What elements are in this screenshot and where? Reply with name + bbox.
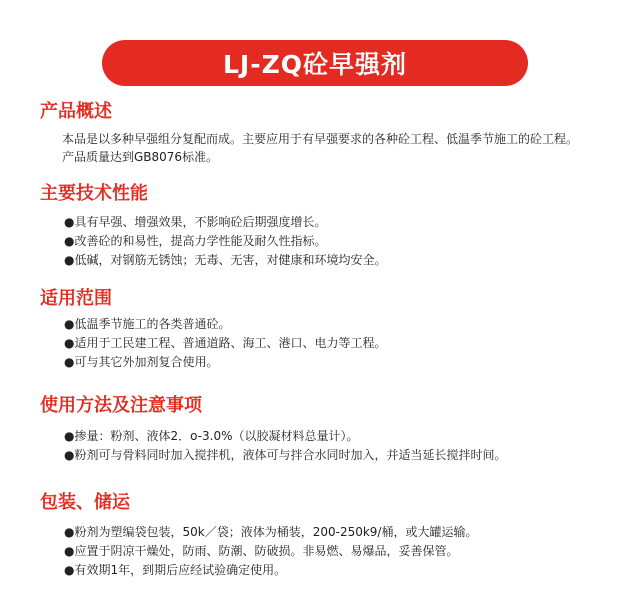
section-heading-usage: 使用方法及注意事项 bbox=[40, 395, 202, 416]
list-item: ●粉剂可与骨料同时加入搅拌机，液体可与拌合水同时加入，并适当延长搅拌时间。 bbox=[64, 448, 507, 462]
bullet-icon: ● bbox=[64, 336, 75, 350]
bullet-icon: ● bbox=[64, 429, 75, 443]
list-item: ●具有早强、增强效果，不影响砼后期强度增长。 bbox=[64, 215, 327, 229]
list-item: ●掺量：粉剂、液体2．o-3.0%（以胶凝材料总量计）。 bbox=[64, 429, 359, 443]
scope-list bbox=[64, 315, 604, 372]
list-item: ●适用于工民建工程、普通道路、海工、港口、电力等工程。 bbox=[64, 336, 387, 350]
section-heading-packaging: 包装、储运 bbox=[40, 492, 130, 513]
title-banner bbox=[102, 40, 528, 86]
list-item: ●低碱，对钢筋无锈蚀；无毒、无害，对健康和环境均安全。 bbox=[64, 253, 387, 267]
section-heading-scope: 适用范围 bbox=[40, 288, 112, 309]
page-title: LJ-ZQ砼早强剂 bbox=[223, 50, 407, 79]
list-item: ●可与其它外加剂复合使用。 bbox=[64, 355, 219, 369]
overview-paragraph: 本品是以多种早强组分复配而成。主要应用于有早强要求的各种砼工程、低温季节施工的砼工程。产品质量达到GB8076标准。 bbox=[62, 132, 579, 164]
bullet-icon: ● bbox=[64, 253, 75, 267]
bullet-icon: ● bbox=[64, 525, 75, 539]
section-heading-overview: 产品概述 bbox=[40, 101, 112, 122]
bullet-icon: ● bbox=[64, 234, 75, 248]
bullet-icon: ● bbox=[64, 544, 75, 558]
list-item: ●粉剂为塑编袋包装，50k／袋；液体为桶装，200-250k9/桶，或大罐运输。 bbox=[64, 525, 478, 539]
list-item: ●改善砼的和易性，提高力学性能及耐久性指标。 bbox=[64, 234, 327, 248]
list-item: ●应置于阴凉干燥处，防雨、防潮、防破损。非易燃、易爆品，妥善保管。 bbox=[64, 544, 459, 558]
bullet-icon: ● bbox=[64, 317, 75, 331]
bullet-icon: ● bbox=[64, 215, 75, 229]
list-item: ●有效期1年，到期后应经试验确定使用。 bbox=[64, 563, 287, 577]
performance-list bbox=[64, 213, 604, 270]
section-heading-performance: 主要技术性能 bbox=[40, 183, 148, 204]
packaging-list bbox=[64, 523, 604, 580]
bullet-icon: ● bbox=[64, 563, 75, 577]
bullet-icon: ● bbox=[64, 448, 75, 462]
usage-list bbox=[64, 427, 604, 465]
list-item: ●低温季节施工的各类普通砼。 bbox=[64, 317, 231, 331]
bullet-icon: ● bbox=[64, 355, 75, 369]
